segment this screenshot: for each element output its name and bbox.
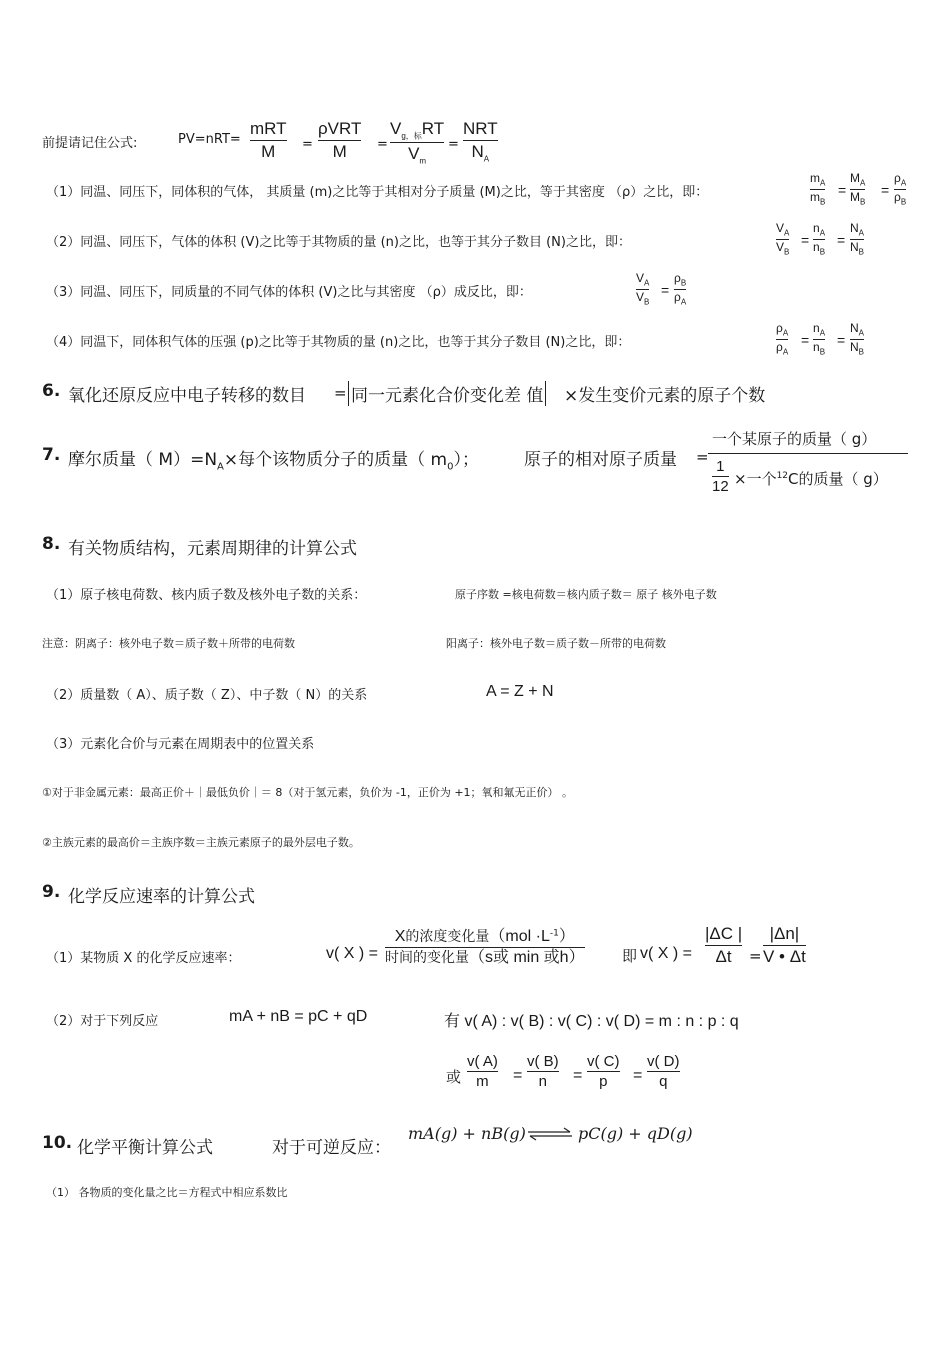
equals-sign: = (801, 232, 810, 248)
symbol: M (850, 171, 860, 185)
symbol: N (850, 339, 859, 354)
superscript: -1 (549, 928, 559, 939)
fraction-numerator: |Δn| (769, 924, 800, 943)
rate-moles-fraction (763, 924, 806, 966)
symbol: m (810, 171, 820, 185)
symbol: V (776, 239, 785, 254)
ratio1-frac-c (894, 172, 906, 206)
fraction-denominator: N (471, 141, 484, 161)
equals-sign: = (661, 282, 670, 298)
fraction-denominator: n (538, 1073, 547, 1091)
section-7-number: 7. (42, 445, 61, 465)
premise-fraction-1 (250, 119, 287, 161)
fraction-numerator: v( B) (527, 1053, 559, 1070)
subscript: A (483, 153, 490, 163)
reversible-arrow-icon (526, 1127, 574, 1141)
section-8-p3-label: （3）元素化合价与元素在周期表中的位置关系 (46, 737, 315, 752)
equals-sign: = (838, 182, 847, 198)
equals-sign: = (334, 384, 347, 402)
mass-number-formula: A = Z + N (486, 683, 554, 700)
rate-fraction-c (587, 1053, 620, 1091)
subscript: g，标 (401, 131, 422, 141)
fraction-numerator: v( A) (467, 1053, 498, 1070)
equals-sign: = (881, 182, 890, 198)
rate-fraction-b (527, 1053, 559, 1091)
relative-atomic-mass-label: 原子的相对原子质量 (524, 450, 677, 470)
fraction-denominator: Δt (715, 946, 732, 966)
ratio3-frac-a (636, 272, 649, 306)
symbol: n (813, 321, 820, 335)
section-8-p2-label: （2）质量数（ A）、质子数（ Z）、中子数（ N）的关系 (46, 688, 368, 703)
subscript: B (900, 196, 907, 206)
equals-sign: = (801, 332, 810, 348)
fraction-numerator: mRT (250, 119, 287, 138)
fraction-denominator: M (332, 141, 347, 161)
text-part: ×一个 (734, 470, 777, 488)
fraction-numerator: NRT (463, 119, 498, 138)
subscript: A (819, 328, 826, 338)
symbol: n (813, 339, 820, 354)
subscript: B (860, 196, 866, 206)
section-9-p1-label: （1）某物质 X 的化学反应速率： (46, 951, 241, 966)
law-item-2: （2）同温、同压下，气体的体积 (V)之比等于其物质的量 (n)之比，也等于其分子数目 (N)之比，即： (46, 235, 631, 250)
section-10-subtitle: 对于可逆反应： (272, 1138, 391, 1158)
subscript: A (858, 228, 865, 238)
symbol: ρ (674, 271, 681, 285)
relative-atomic-mass-fraction (708, 428, 908, 500)
ratio4-frac-c (850, 322, 864, 356)
symbol: N (850, 221, 859, 235)
section-10-title: 化学平衡计算公式 (77, 1138, 213, 1158)
symbol: M (850, 189, 860, 204)
section-8-title: 有关物质结构，元素周期律的计算公式 (68, 539, 357, 559)
text-part: 摩尔质量（ M）=N (68, 450, 218, 470)
symbol: V (776, 221, 785, 235)
law-item-4: （4）同温下，同体积气体的压强 (p)之比等于其物质的量 (n)之比，也等于其分子数目 (N)之比，即： (46, 335, 631, 350)
text-part: ）； (453, 450, 479, 470)
text-part: X (394, 928, 406, 945)
ratio1-frac-a (810, 172, 825, 206)
subscript: B (819, 346, 826, 356)
text-part: ） (558, 928, 575, 945)
law-item-1: （1）同温、同压下，同体积的气体， 其质量 (m)之比等于其相对分子质量 (M)之比，等于其密度 （ρ）之比，即： (46, 185, 709, 200)
equals-sign: = (837, 232, 846, 248)
text-part: 时间的变化量 (385, 950, 469, 967)
subscript: A (900, 178, 907, 188)
equals-sign: = (837, 332, 846, 348)
symbol: n (813, 239, 820, 254)
subscript: A (782, 328, 789, 338)
equals-sign: = (377, 137, 388, 152)
ratio1-frac-b (850, 172, 865, 206)
fraction-denominator: 12 (712, 478, 729, 496)
subscript: A (644, 278, 650, 288)
fraction-denominator: V (408, 143, 420, 163)
fraction-denominator: M (261, 141, 276, 161)
subscript: A (819, 228, 826, 238)
namely-label: 即 (622, 947, 638, 965)
main-group-valence-rule: ②主族元素的最高价＝主族序数＝主族元素原子的最外层电子数。 (42, 836, 360, 849)
ratio2-frac-b (813, 222, 825, 256)
equals-sign: = (633, 1067, 643, 1084)
subscript: B (858, 246, 865, 256)
abs-value-term: 同一元素化合价变化差 值 (348, 381, 546, 406)
symbol: ρ (776, 339, 783, 354)
general-reaction: mA + nB = pC + qD (229, 1008, 368, 1025)
subscript: B (680, 278, 687, 288)
subscript: B (644, 296, 650, 306)
symbol: n (813, 221, 820, 235)
section-10-number: 10. (42, 1133, 73, 1153)
fraction-numerator: v( D) (647, 1053, 680, 1070)
fraction-numerator: v( C) (587, 1053, 620, 1070)
rate-concentration-fraction (705, 924, 742, 966)
equals-sign: = (696, 448, 709, 466)
cation-note: 阳离子：核外电子数＝质子数－所带的电荷数 (446, 637, 666, 650)
ratio4-frac-a (776, 322, 788, 356)
premise-pv: PV=nRT= (178, 132, 241, 147)
premise-fraction-3 (390, 119, 444, 165)
symbol: m (810, 189, 820, 204)
section-6-number: 6. (42, 381, 61, 401)
section-6-tail: ×发生变价元素的原子个数 (564, 386, 766, 406)
text-part: ×每个该物质分子的质量（ m (223, 450, 448, 470)
symbol: N (850, 239, 859, 254)
one-twelfth-fraction (712, 458, 729, 496)
fraction-numerator: 一个某原子的质量（ g） (712, 430, 877, 448)
superscript: 12 (776, 471, 789, 481)
symbol: ρ (894, 171, 901, 185)
section-9-title: 化学反应速率的计算公式 (68, 887, 255, 907)
premise-fraction-4 (463, 119, 498, 163)
law-item-3: （3）同温、同压下，同质量的不同气体的体积 (V)之比与其密度 （ρ）成反比，即： (46, 285, 532, 300)
rate-fraction-a (467, 1053, 498, 1091)
fraction-denominator: q (659, 1073, 668, 1091)
rate-definition-fraction (385, 928, 585, 968)
text-part: （mol ·L (489, 928, 550, 945)
subscript: B (819, 246, 826, 256)
subscript: A (782, 346, 789, 356)
fraction-denominator: m (476, 1073, 489, 1091)
ratio2-frac-a (776, 222, 789, 256)
reversible-reaction-right: pC(g) + qD(g) (578, 1124, 693, 1143)
fraction-numerator: 1 (716, 458, 725, 475)
subscript: A (820, 178, 826, 188)
ratio3-frac-b (674, 272, 686, 306)
nonmetal-valence-rule: ①对于非金属元素：最高正价＋｜最低负价｜＝ 8（对于氢元素，负价为 -1，正价为 +1；氧和氟无正价） 。 (42, 786, 574, 799)
equals-sign: = (749, 947, 762, 965)
rate-fraction-d (647, 1053, 680, 1091)
equals-sign: = (448, 137, 459, 152)
subscript: B (820, 196, 826, 206)
section-8-p1-label: （1）原子核电荷数、核内质子数及核外电子数的关系： (46, 588, 367, 603)
rate-symbol: v( X ) = (640, 945, 693, 962)
fraction-denominator: p (599, 1073, 608, 1091)
section-8-number: 8. (42, 534, 61, 554)
rate-ratio: 有 v( A) : v( B) : v( C) : v( D) = m : n : p : q (444, 1013, 739, 1030)
ratio2-frac-c (850, 222, 864, 256)
subscript: A (217, 461, 224, 473)
section-10-p1: （1） 各物质的变化量之比＝方程式中相应系数比 (46, 1186, 288, 1199)
text-part: C的质量（ g） (788, 470, 888, 488)
fraction-denominator-text (734, 468, 888, 489)
fraction-denominator: V • Δt (763, 946, 806, 966)
section-6-title: 氧化还原反应中电子转移的数目 (68, 386, 306, 406)
symbol: ρ (894, 189, 901, 204)
reversible-reaction-left: mA(g) + nB(g) (408, 1124, 526, 1143)
fraction-numerator: V (390, 119, 402, 138)
section-8-p1-formula: 原子序数 =核电荷数＝核内质子数＝ 原子 核外电子数 (455, 588, 717, 601)
subscript: A (784, 228, 790, 238)
section-7-text (68, 445, 479, 472)
fraction-numerator: |ΔC | (705, 924, 743, 943)
rate-symbol: v( X ) = (326, 945, 379, 962)
fraction-numerator: ρVRT (318, 119, 362, 138)
premise-fraction-2 (318, 119, 361, 161)
section-9-p2-label: （2）对于下列反应 (46, 1014, 159, 1029)
section-9-number: 9. (42, 882, 61, 902)
subscript: A (858, 328, 865, 338)
or-label: 或 (446, 1068, 462, 1086)
ratio4-frac-b (813, 322, 825, 356)
text-part: （s或 min 或h） (469, 949, 585, 967)
symbol: ρ (776, 321, 783, 335)
symbol: ρ (674, 289, 681, 304)
subscript: A (680, 296, 687, 306)
symbol: V (636, 271, 645, 285)
subscript: m (419, 155, 427, 165)
symbol: N (850, 321, 859, 335)
subscript: B (784, 246, 790, 256)
subscript: A (860, 178, 866, 188)
subscript: B (858, 346, 865, 356)
text-part: 的浓度变化量 (405, 929, 490, 945)
anion-note: 注意：阴离子：核外电子数＝质子数＋所带的电荷数 (42, 637, 295, 650)
premise-label: 前提请记住公式: (42, 136, 138, 151)
equals-sign: = (513, 1067, 523, 1084)
subscript: 0 (447, 461, 454, 473)
equals-sign: = (573, 1067, 583, 1084)
equals-sign: = (302, 137, 313, 152)
fraction-numerator-tail: RT (421, 119, 445, 138)
symbol: V (636, 289, 645, 304)
